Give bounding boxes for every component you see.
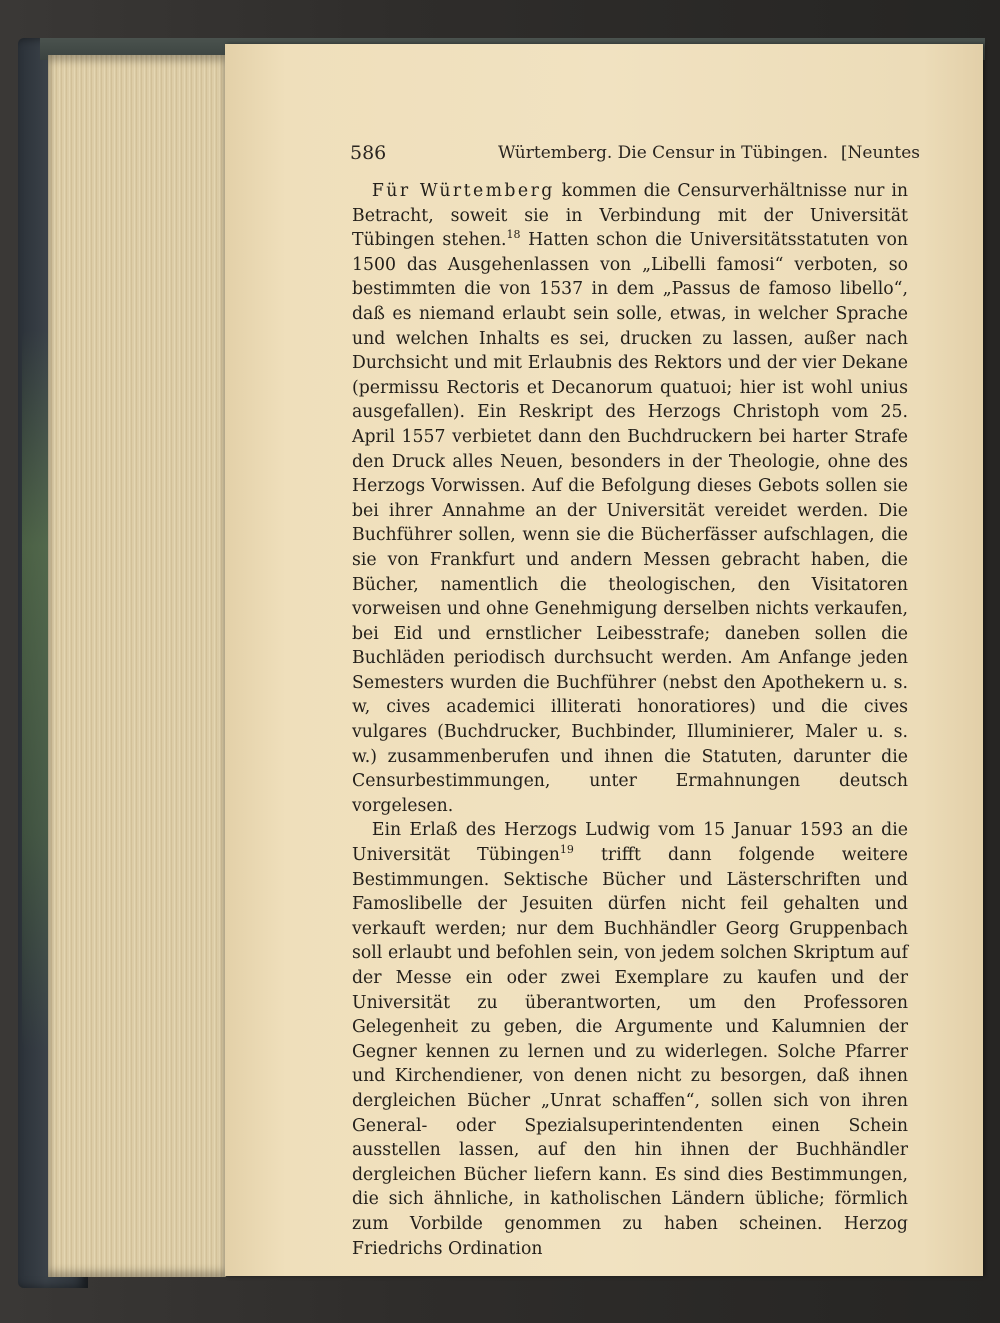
paragraph-text: Hatten schon die Universitätsstatuten von 1500 das Ausgehenlassen von „Libelli famosi“ verboten, so bestimmten die von 1537 in dem „Passus de famoso libello“, daß es niemand erlaubt sein solle, etwas, in welcher Sprache und welchen Inhalts es sei, drucken zu lassen, außer nach Durchsicht und mit Erlaubnis des Rektors und der vier Dekane (permissu Rectoris et Decanorum quatuoi; hier ist wohl unius ausgefallen). Ein Reskript des Herzogs Christoph vom 25. April 1557 verbietet dann den Buchdruckern bei harter Strafe den Druck alles Neuen, besonders in der Theologie, ohne des Herzogs Vorwissen. Auf die Befolgung dieses Gebots sollen sie bei ihrer Annahme an der Universität vereidet werden. Die Buchführer sollen, wenn sie die Bücherfässer aufschlagen, die sie von Frankfurt und andern Messen gebracht haben, die Bücher, namentlich die theologischen, den Visitatoren vorweisen und ohne Genehmigung derselben nichts verkaufen, bei Eid und ernstlicher Leibesstrafe; daneben sollen die Buchläden periodisch durchsucht werden. Am Anfange jeden Semesters wurden die Buchführer (nebst den Apothekern u. s. w, cives academici illiterati honoratiores) und die cives vulgares (Buchdrucker, Buchbinder, Illuminierer, Maler u. s. w.) zusammenberufen und ihnen die Statuten, darunter die Censurbestimmungen, unter Ermahnungen deutsch vorgelesen. <box>352 230 908 816</box>
footnote-marker: 18 <box>506 228 521 242</box>
running-title: Würtemberg. Die Censur in Tübingen. <box>498 143 829 163</box>
footnote-marker: 19 <box>559 843 574 857</box>
paragraph-text: kommen die Censurverhältnisse nur in Betracht, soweit sie in Verbindung mit der Universität Tübingen stehen. <box>352 181 908 251</box>
page-stack-edges <box>48 55 226 1277</box>
paragraph-text: trifft dann folgende weitere Bestimmungen. Sektische Bücher und Lästerschriften und Famoslibelle der Jesuiten dürfen nicht feil gehalten und verkauft werden; nur dem Buchhändler Georg Gruppenbach soll erlaubt und befohlen sein, von jedem solchen Skriptum auf der Messe ein oder zwei Exemplare zu kaufen und der Universität zu überantworten, um den Professoren Gelegenheit zu geben, die Argumente und Kalumnien der Gegner kennen zu lernen und zu widerlegen. Solche Pfarrer und Kirchendiener, von denen nicht zu besorgen, daß ihnen dergleichen Bücher „Unrat schaffen“, sollen sich von ihren General- oder Spezialsuperintendenten einen Schein ausstellen lassen, auf den hin ihnen der Buchhändler dergleichen Bücher liefern kann. Es sind dies Bestimmungen, die sich ähnliche, in katholischen Ländern übliche; förmlich zum Vorbilde genommen zu haben scheinen. Herzog Friedrichs Ordination <box>352 845 908 1259</box>
paragraph <box>352 179 908 818</box>
body-text <box>352 179 908 1261</box>
paragraph <box>352 818 908 1261</box>
page-number: 586 <box>350 142 387 164</box>
cover-wear-mark <box>22 330 50 1050</box>
page-header <box>350 142 920 170</box>
paragraph-text: Ein Erlaß des Herzogs Ludwig vom 15 Januar 1593 an die Universität Tübingen <box>352 820 908 866</box>
section-marker: [Neuntes <box>840 143 920 163</box>
spaced-lead: Für Würtemberg <box>371 181 555 201</box>
